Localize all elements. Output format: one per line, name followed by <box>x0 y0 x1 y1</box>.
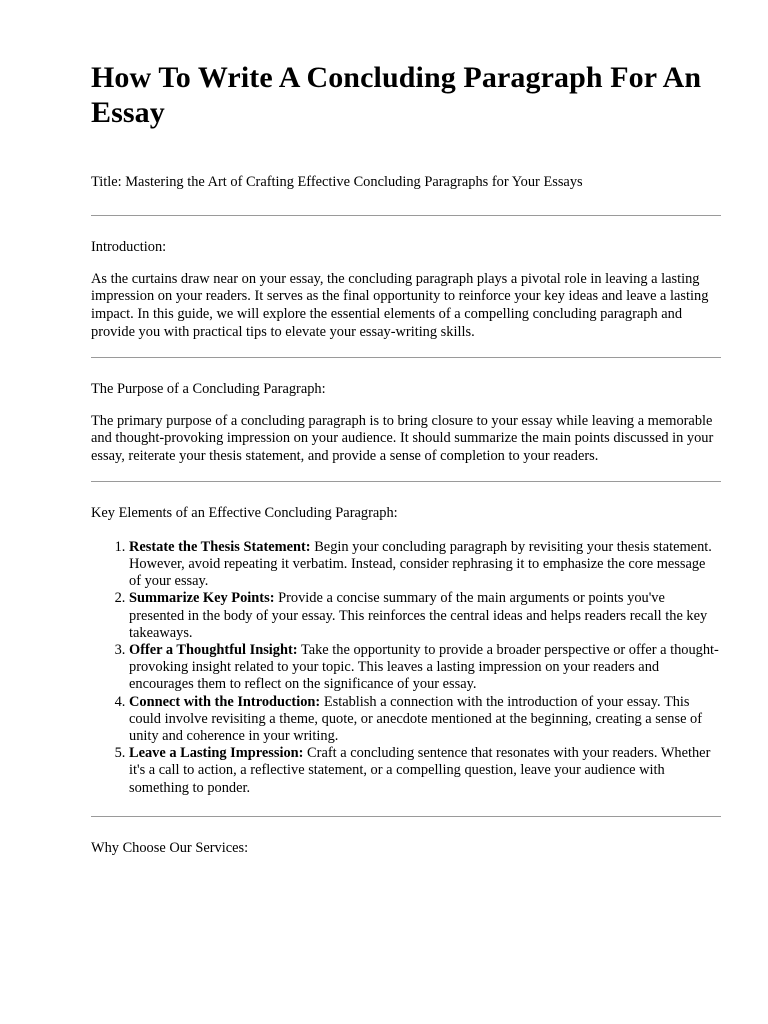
services-heading: Why Choose Our Services: <box>91 839 249 856</box>
purpose-body: The primary purpose of a concluding paragraph is to bring closure to your essay while leaving a memorable and thought-provoking impression on your audience. It should summarize the main points discussed in your essay, reiterate your thesis statement, and provide a sense of completion to your readers. <box>91 412 714 465</box>
key-elements-list <box>91 539 721 797</box>
list-item-text: Begin your concluding paragraph by revisiting your thesis statement. However, avoid repeating it verbatim. Instead, consider rephrasing it to emphasize the core message of your essay. <box>129 538 712 590</box>
section-divider <box>91 357 721 358</box>
introduction-heading: Introduction: <box>91 238 167 255</box>
list-item-text: Craft a concluding sentence that resonates with your readers. Whether it's a call to action, a reflective statement, or a compelling question, leave your audience with something to ponder. <box>129 745 711 796</box>
section-divider <box>91 816 721 817</box>
list-item-text: Provide a concise summary of the main arguments or points you've presented in the body of your essay. This reinforces the central ideas and helps readers recall the key takeaways. <box>129 590 708 641</box>
section-divider <box>91 215 721 216</box>
list-item <box>129 539 721 591</box>
list-item-text: Take the opportunity to provide a broader perspective or offer a thought-provoking insight related to your topic. This leaves a lasting impression on your readers and encourages them to reflect on the significance of your essay. <box>129 641 719 693</box>
introduction-body: As the curtains draw near on your essay, the concluding paragraph plays a pivotal role in leaving a lasting impression on your readers. It serves as the final opportunity to reinforce your key ideas and leave a lasting impact. In this guide, we will explore the essential elements of a compelling concluding paragraph and provide you with practical tips to elevate your essay-writing skills. <box>91 270 709 340</box>
section-divider <box>91 481 721 482</box>
list-item-text: Establish a connection with the introduction of your essay. This could involve revisiting a theme, quote, or anecdote mentioned at the beginning, creating a sense of unity and coherence in your writing. <box>129 693 703 744</box>
list-item <box>129 694 721 746</box>
list-item-title: Restate the Thesis Statement: <box>129 538 311 555</box>
list-item <box>129 745 721 797</box>
list-item <box>129 590 721 642</box>
list-item-title: Leave a Lasting Impression: <box>129 745 304 762</box>
list-item <box>129 642 721 694</box>
list-item-title: Offer a Thoughtful Insight: <box>129 641 298 658</box>
key-elements-heading: Key Elements of an Effective Concluding Paragraph: <box>91 504 398 521</box>
document-title: How To Write A Concluding Paragraph For An Essay <box>91 61 702 129</box>
list-item-title: Connect with the Introduction: <box>129 693 321 710</box>
purpose-heading: The Purpose of a Concluding Paragraph: <box>91 380 326 397</box>
list-item-title: Summarize Key Points: <box>129 590 275 607</box>
document-subtitle: Title: Mastering the Art of Crafting Effective Concluding Paragraphs for Your Essays <box>91 174 583 190</box>
